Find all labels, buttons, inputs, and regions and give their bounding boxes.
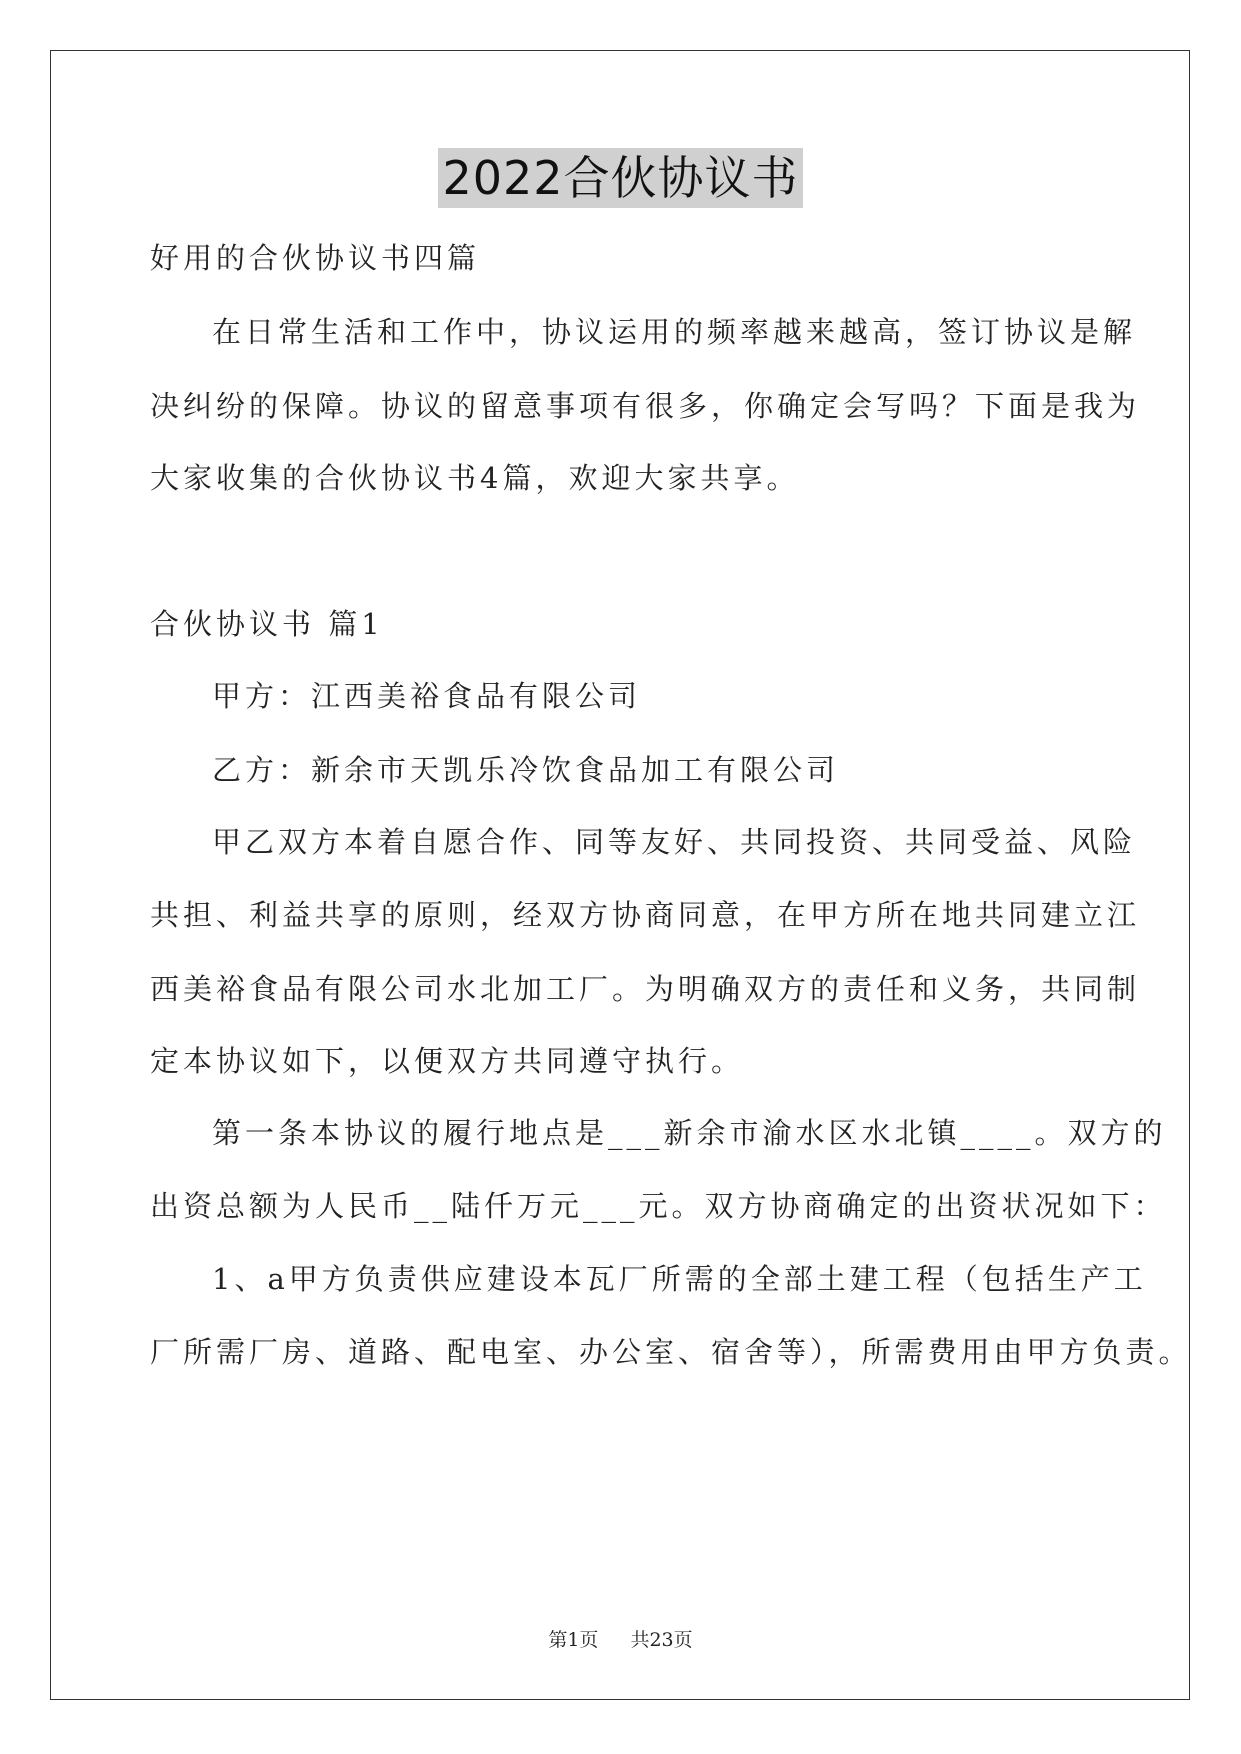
page-total: 共23页 [630,1629,693,1651]
party-b: 乙方：新余市天凯乐冷饮食品加工有限公司 [212,753,840,787]
intro-line: 在日常生活和工作中，协议运用的频率越来越高，签订协议是解 [212,315,1137,349]
intro-line: 大家收集的合伙协议书4篇，欢迎大家共享。 [150,461,800,495]
paragraph-line: 定本协议如下，以便双方共同遵守执行。 [150,1044,745,1078]
section-heading: 合伙协议书 篇1 [150,607,384,641]
paragraph-line: 甲乙双方本着自愿合作、同等友好、共同投资、共同受益、风险 [212,825,1137,859]
subtitle: 好用的合伙协议书四篇 [150,241,481,275]
document-title: 2022合伙协议书 [438,148,802,208]
page-number: 第1页 [548,1629,599,1651]
page-border [50,50,1190,1700]
paragraph-line: 西美裕食品有限公司水北加工厂。为明确双方的责任和义务，共同制 [150,972,1141,1006]
paragraph-line: 出资总额为人民币__陆仟万元___元。双方协商确定的出资状况如下： [150,1189,1167,1223]
paragraph-line: 1、a甲方负责供应建设本瓦厂所需的全部土建工程（包括生产工 [212,1262,1147,1296]
title-container [0,148,1241,208]
party-a: 甲方：江西美裕食品有限公司 [212,679,642,713]
intro-line: 决纠纷的保障。协议的留意事项有很多，你确定会写吗？下面是我为 [150,389,1141,423]
page-footer [0,1625,1241,1652]
paragraph-line: 第一条本协议的履行地点是___新余市渝水区水北镇____。双方的 [212,1116,1167,1150]
paragraph-line: 共担、利益共享的原则，经双方协商同意，在甲方所在地共同建立江 [150,898,1141,932]
paragraph-line: 厂所需厂房、道路、配电室、办公室、宿舍等），所需费用由甲方负责。 [150,1335,1192,1369]
